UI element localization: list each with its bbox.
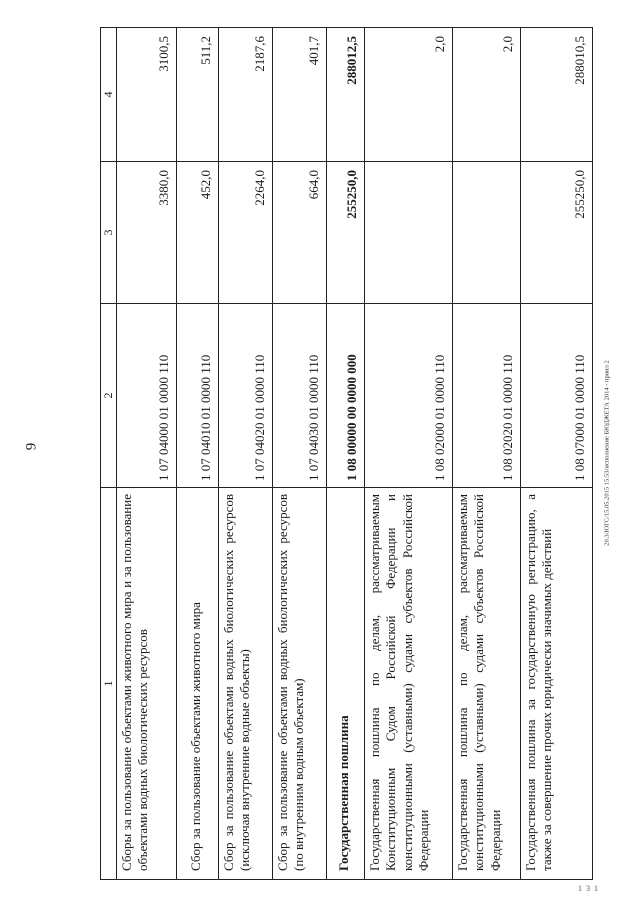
row-code: 1 08 02020 01 0000 110 bbox=[453, 304, 521, 488]
row-name: Государственная пошлина за государственную регистрацию, а также за совершение прочих юридически значимых действий bbox=[521, 488, 593, 880]
row-value-4: 288010,5 bbox=[521, 28, 593, 162]
row-code: 1 07 04030 01 0000 110 bbox=[273, 304, 327, 488]
table-header-row bbox=[101, 28, 117, 880]
row-code: 1 08 00000 00 0000 000 bbox=[327, 304, 365, 488]
corner-mark: 1 3 1 bbox=[578, 884, 599, 893]
row-name: Государственная пошлина по делам, рассматриваемым Конституционным Судом Российской Федерации и конституционными (уставными) судами субъектов Российской Федерации bbox=[365, 488, 453, 880]
row-value-4: 288012,5 bbox=[327, 28, 365, 162]
table-row bbox=[273, 28, 327, 880]
row-value-4: 401,7 bbox=[273, 28, 327, 162]
row-value-3: 255250,0 bbox=[327, 162, 365, 304]
row-value-4: 2,0 bbox=[365, 28, 453, 162]
row-code: 1 07 04020 01 0000 110 bbox=[219, 304, 273, 488]
row-value-4: 3100,5 bbox=[117, 28, 177, 162]
row-value-3: 255250,0 bbox=[521, 162, 593, 304]
row-code: 1 07 04010 01 0000 110 bbox=[177, 304, 219, 488]
table-row bbox=[521, 28, 593, 880]
table-row bbox=[365, 28, 453, 880]
page-number: 9 bbox=[23, 442, 40, 451]
row-value-3 bbox=[453, 162, 521, 304]
row-code: 1 07 04000 01 0000 110 bbox=[117, 304, 177, 488]
table-row bbox=[177, 28, 219, 880]
row-code: 1 08 02000 01 0000 110 bbox=[365, 304, 453, 488]
row-value-3 bbox=[365, 162, 453, 304]
header-col-2: 2 bbox=[101, 304, 117, 488]
table-row bbox=[327, 28, 365, 880]
row-name: Сбор за пользование объектами животного мира bbox=[177, 488, 219, 880]
table-row bbox=[453, 28, 521, 880]
row-code: 1 08 07000 01 0000 110 bbox=[521, 304, 593, 488]
row-name: Сбор за пользование объектами водных биологических ресурсов (исключая внутренние водные объекты) bbox=[219, 488, 273, 880]
side-note bbox=[597, 22, 617, 884]
row-value-4: 2,0 bbox=[453, 28, 521, 162]
table-row bbox=[117, 28, 177, 880]
header-col-4: 4 bbox=[101, 28, 117, 162]
row-value-3: 664,0 bbox=[273, 162, 327, 304]
row-value-4: 511,2 bbox=[177, 28, 219, 162]
header-col-3: 3 bbox=[101, 162, 117, 304]
header-col-1: 1 bbox=[101, 488, 117, 880]
row-value-3: 452,0 bbox=[177, 162, 219, 304]
table-row bbox=[219, 28, 273, 880]
row-name: Государственная пошлина bbox=[327, 488, 365, 880]
row-name: Государственная пошлина по делам, рассматриваемым конституционными (уставными) судами субъектов Российской Федерации bbox=[453, 488, 521, 880]
row-value-4: 2187,6 bbox=[219, 28, 273, 162]
side-note-text: 20.3/ЮГС/15.05.2015 15:53/исполнение БЮДЖЕТА 2014 - приил 2 bbox=[603, 360, 611, 546]
row-name: Сборы за пользование объектами животного мира и за пользование объектами водных биологических ресурсов bbox=[117, 488, 177, 880]
row-value-3: 2264,0 bbox=[219, 162, 273, 304]
budget-table bbox=[100, 28, 590, 880]
row-name: Сбор за пользование объектами водных биологических ресурсов (по внутренним водным объектам) bbox=[273, 488, 327, 880]
row-value-3: 3380,0 bbox=[117, 162, 177, 304]
